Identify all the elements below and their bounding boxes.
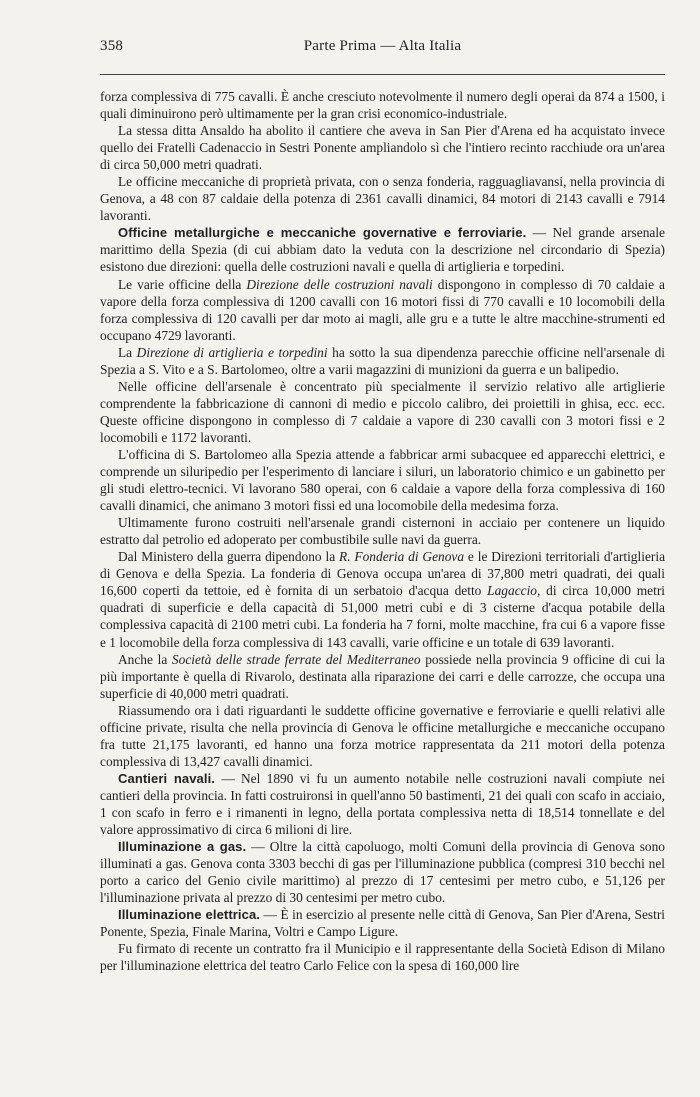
paragraph-p8: [100, 446, 665, 514]
paragraph-p13: [100, 770, 665, 838]
paragraph-p7: [100, 378, 665, 446]
body-text: L'officina di S. Bartolomeo alla Spezia attende a fabbricar armi subacquee ed apparecchi elettrici, e comprende un siluripedio per l'esperimento di lanciare i siluri, un laboratorio chimico e un gabinetto per gli studi elettro-tecnici. Vi lavorano 580 operai, con 6 caldaie a vapore della forza complessiva di 160 cavalli dinamici, che animano 3 motori fissi ed una locomobile della medesima forza.: [100, 446, 665, 514]
body-text: Le officine meccaniche di proprietà privata, con o senza fonderia, ragguagliavansi, nella provincia di Genova, a 48 con 87 caldaie della potenza di 2361 cavalli dinamici, 84 motori di 2143 cavalli e 7914 lavoranti.: [100, 174, 665, 224]
paragraph-p2: [100, 122, 665, 173]
body-text: forza complessiva di 775 cavalli. È anche cresciuto notevolmente il numero degli operai da 874 a 1500, i quali diminuirono però ultimamente per la gran crisi economico-industriale.: [100, 89, 665, 122]
body-text: Fu firmato di recente un contratto fra il Municipio e il rappresentante della Società Edison di Milano per l'illuminazione elettrica del teatro Carlo Felice con la spesa di 160,000 lire: [100, 941, 665, 974]
body-text: dispongono in complesso di 70 caldaie a vapore della forza complessiva di 1200 cavalli con 16 motori fissi di 770 cavalli e 10 locomobili della forza complessiva di 120 cavalli per dar moto ai magli, alle gru e a tutte le altre macchine-strumenti ed occupano 4729 lavoranti.: [100, 276, 665, 343]
body-text: Nelle officine dell'arsenale è concentrato più specialmente il servizio relativo alle artiglierie comprendente la fabbricazione di cannoni di medio e piccolo calibro, dei proiettili in ghisa, ecc. ecc. Queste officine dispongono in complesso di 7 caldaie a vapore di 230 cavalli con 3 motori fissi e 2 locomobili e 1172 lavoranti.: [100, 378, 665, 445]
paragraph-p12: [100, 702, 665, 770]
body-text: possiede nella provincia 9 officine di cui la più importante è quella di Rivarolo, destinata alla riparazione dei carri e delle carrozze, che occupa una superficie di 40,000 metri quadrati.: [100, 651, 666, 701]
paragraph-p6: [100, 344, 665, 378]
section-heading: Illuminazione a gas.: [118, 839, 247, 855]
paragraph-p3: [100, 173, 665, 224]
body-text: e le Direzioni territoriali d'artiglieria di Genova e della Spezia. La fonderia di Genova occupa un'area di 37,800 metri quadrati, dei quali 16,600 coperti da tettoie, ed è fornita di un serbatoio d'acqua detto: [100, 549, 666, 599]
paragraph-p11: [100, 651, 665, 702]
body-text: ha sotto la sua dipendenza parecchie officine nell'arsenale di Spezia a S. Vito e a S. Bartolomeo, oltre a varii magazzini di munizioni da guerra e un balipedio.: [100, 344, 665, 377]
body-text: Ultimamente furono costruiti nell'arsenale grandi cisternoni in acciaio per contenere un liquido estratto dal petrolio ed adoperato per combustibile sulle navi da guerra.: [100, 515, 665, 548]
body-text: La: [118, 344, 137, 360]
body-text: La stessa ditta Ansaldo ha abolito il cantiere che aveva in San Pier d'Arena ed ha acquistato invece quello dei Fratelli Cadenaccio in Sestri Ponente ampliandolo sì che l'intiero recinto racchiude ora un'area di circa 50,000 metri quadrati.: [100, 123, 665, 173]
body-text: Le varie officine della: [118, 276, 247, 292]
section-heading: Cantieri navali.: [118, 770, 216, 786]
paragraph-p16: [100, 940, 665, 974]
paragraph-p9: [100, 514, 665, 548]
body-text: Anche la: [118, 651, 172, 667]
body-text: di circa 10,000 metri quadrati di superficie e della capacità di 51,000 metri cubi e di 3 cisterne d'acqua potabile della complessiva capacità di 2100 metri cubi. La fonderia ha 7 forni, molte macchine, fra cui 6 a vapore fisse e 1 locomobile della forza complessiva di 143 cavalli, varie officine e un totale di 639 lavoranti.: [100, 583, 665, 650]
paragraph-p4: [100, 224, 665, 275]
italic-text: Società delle strade ferrate del Mediterraneo: [171, 651, 421, 667]
paragraph-p10: [100, 548, 665, 650]
paragraph-p5: [100, 276, 665, 344]
paragraph-p1: [100, 88, 665, 122]
body-text: — Nel grande arsenale marittimo della Spezia (di cui abbiam dato la veduta con la descrizione nel circondario di Spezia) esistono due direzioni: quella delle costruzioni navali e quella di artiglieria e torpedini.: [100, 225, 665, 275]
italic-text: Lagaccio,: [487, 583, 541, 599]
header-rule: [100, 74, 665, 75]
italic-text: Direzione delle costruzioni navali: [246, 276, 433, 292]
section-heading: Officine metallurgiche e meccaniche governative e ferroviarie.: [118, 225, 527, 241]
page-body: [100, 88, 665, 974]
page-header: [100, 38, 665, 60]
body-text: — Nel 1890 vi fu un aumento notabile nelle costruzioni navali compiute nei cantieri della provincia. In fatti costruironsi in quell'anno 50 bastimenti, 21 dei quali con scafo in acciaio, 1 con scafo in ferro e i rimanenti in legno, della portata complessiva netta di 18,514 tonnellate e del valore approssimativo di circa 6 milioni di lire.: [100, 770, 665, 838]
italic-text: R. Fonderia di Genova: [339, 549, 465, 565]
italic-text: Direzione di artiglieria e torpedini: [136, 344, 328, 360]
section-heading: Illuminazione elettrica.: [118, 907, 261, 923]
running-title: Parte Prima — Alta Italia: [303, 38, 462, 54]
paragraph-p14: [100, 838, 665, 906]
paragraph-p15: [100, 906, 665, 940]
page-number: 358: [100, 38, 124, 54]
body-text: Riassumendo ora i dati riguardanti le suddette officine governative e ferroviarie e quelli relativi alle officine private, risulta che nella provincia di Genova le officine metallurgiche e meccaniche occupano fra tutte 21,175 lavoranti, ed hanno una forza motrice rappresentata da 211 motori della potenza complessiva di 13,427 cavalli dinamici.: [100, 702, 665, 769]
body-text: — È in esercizio al presente nelle città di Genova, San Pier d'Arena, Sestri Ponente, Spezia, Finale Marina, Voltri e Campo Ligure.: [100, 907, 666, 940]
body-text: Dal Ministero della guerra dipendono la: [118, 549, 340, 565]
body-text: — Oltre la città capoluogo, molti Comuni della provincia di Genova sono illuminati a gas. Genova conta 3303 becchi di gas per l'illuminazione pubblica (compresi 310 becchi nel porto a carico del Genio civile marittimo) al prezzo di 17 centesimi per metro cubo, e 51,126 per l'illuminazione privata al prezzo di 30 centesimi per metro cubo.: [100, 839, 665, 906]
